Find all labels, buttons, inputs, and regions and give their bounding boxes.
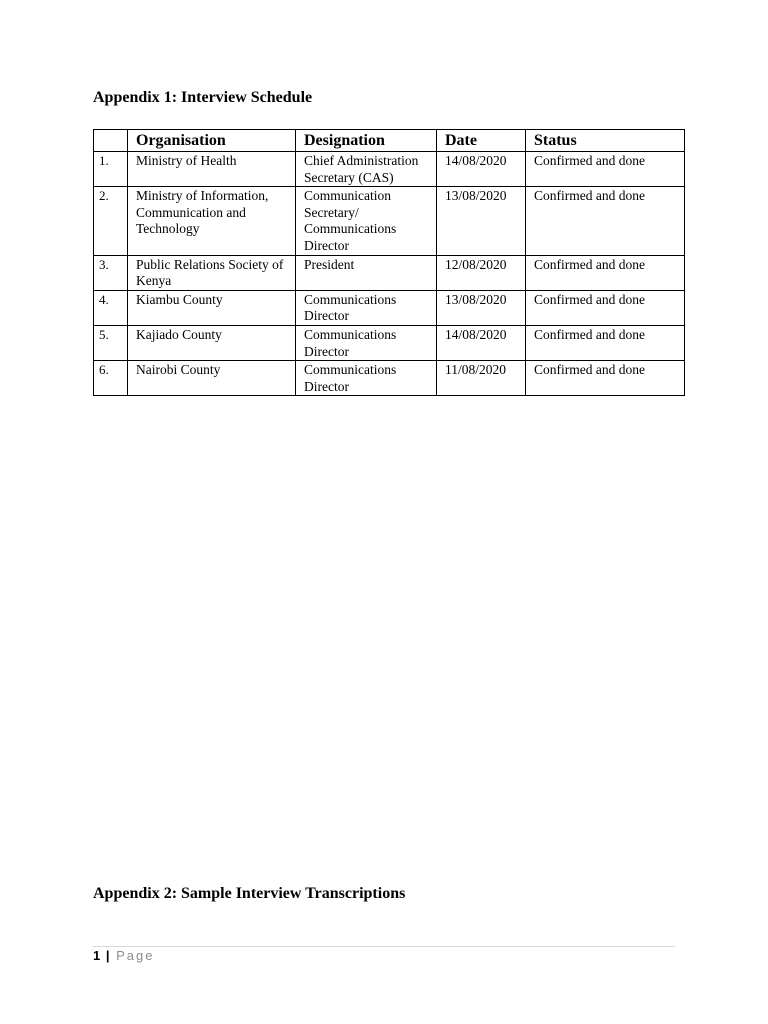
- header-designation: Designation: [296, 130, 437, 152]
- organisation-cell: Public Relations Society of Kenya: [128, 255, 296, 290]
- interview-schedule-table: [93, 129, 685, 396]
- status-cell: Confirmed and done: [526, 255, 685, 290]
- organisation-cell: Nairobi County: [128, 361, 296, 396]
- status-cell: Confirmed and done: [526, 152, 685, 187]
- row-number: 5.: [94, 325, 128, 360]
- table-row: [94, 361, 685, 396]
- header-date: Date: [437, 130, 526, 152]
- date-cell: 11/08/2020: [437, 361, 526, 396]
- page-label: Page: [116, 948, 155, 963]
- table-row: [94, 255, 685, 290]
- header-number: [94, 130, 128, 152]
- date-cell: 14/08/2020: [437, 152, 526, 187]
- organisation-cell: Ministry of Health: [128, 152, 296, 187]
- page-number: 1: [93, 948, 101, 963]
- appendix-1-title: Appendix 1: Interview Schedule: [93, 89, 313, 106]
- designation-cell: President: [296, 255, 437, 290]
- organisation-cell: Ministry of Information, Communication and Technology: [128, 187, 296, 255]
- appendix-2-title: Appendix 2: Sample Interview Transcriptions: [93, 885, 406, 902]
- row-number: 6.: [94, 361, 128, 396]
- date-cell: 14/08/2020: [437, 325, 526, 360]
- designation-cell: Communications Director: [296, 325, 437, 360]
- organisation-cell: Kajiado County: [128, 325, 296, 360]
- designation-cell: Communication Secretary/ Communications Director: [296, 187, 437, 255]
- table-row: [94, 325, 685, 360]
- date-cell: 12/08/2020: [437, 255, 526, 290]
- organisation-cell: Kiambu County: [128, 290, 296, 325]
- status-cell: Confirmed and done: [526, 325, 685, 360]
- row-number: 4.: [94, 290, 128, 325]
- designation-cell: Communications Director: [296, 290, 437, 325]
- header-organisation: Organisation: [128, 130, 296, 152]
- status-cell: Confirmed and done: [526, 290, 685, 325]
- page-footer: [93, 948, 155, 964]
- designation-cell: Communications Director: [296, 361, 437, 396]
- header-status: Status: [526, 130, 685, 152]
- row-number: 1.: [94, 152, 128, 187]
- table-row: [94, 290, 685, 325]
- date-cell: 13/08/2020: [437, 187, 526, 255]
- footer-divider: [93, 946, 675, 947]
- row-number: 2.: [94, 187, 128, 255]
- status-cell: Confirmed and done: [526, 187, 685, 255]
- table-row: [94, 187, 685, 255]
- designation-cell: Chief Administration Secretary (CAS): [296, 152, 437, 187]
- date-cell: 13/08/2020: [437, 290, 526, 325]
- table-row: [94, 152, 685, 187]
- row-number: 3.: [94, 255, 128, 290]
- footer-separator: |: [105, 948, 110, 963]
- table-header-row: [94, 130, 685, 152]
- status-cell: Confirmed and done: [526, 361, 685, 396]
